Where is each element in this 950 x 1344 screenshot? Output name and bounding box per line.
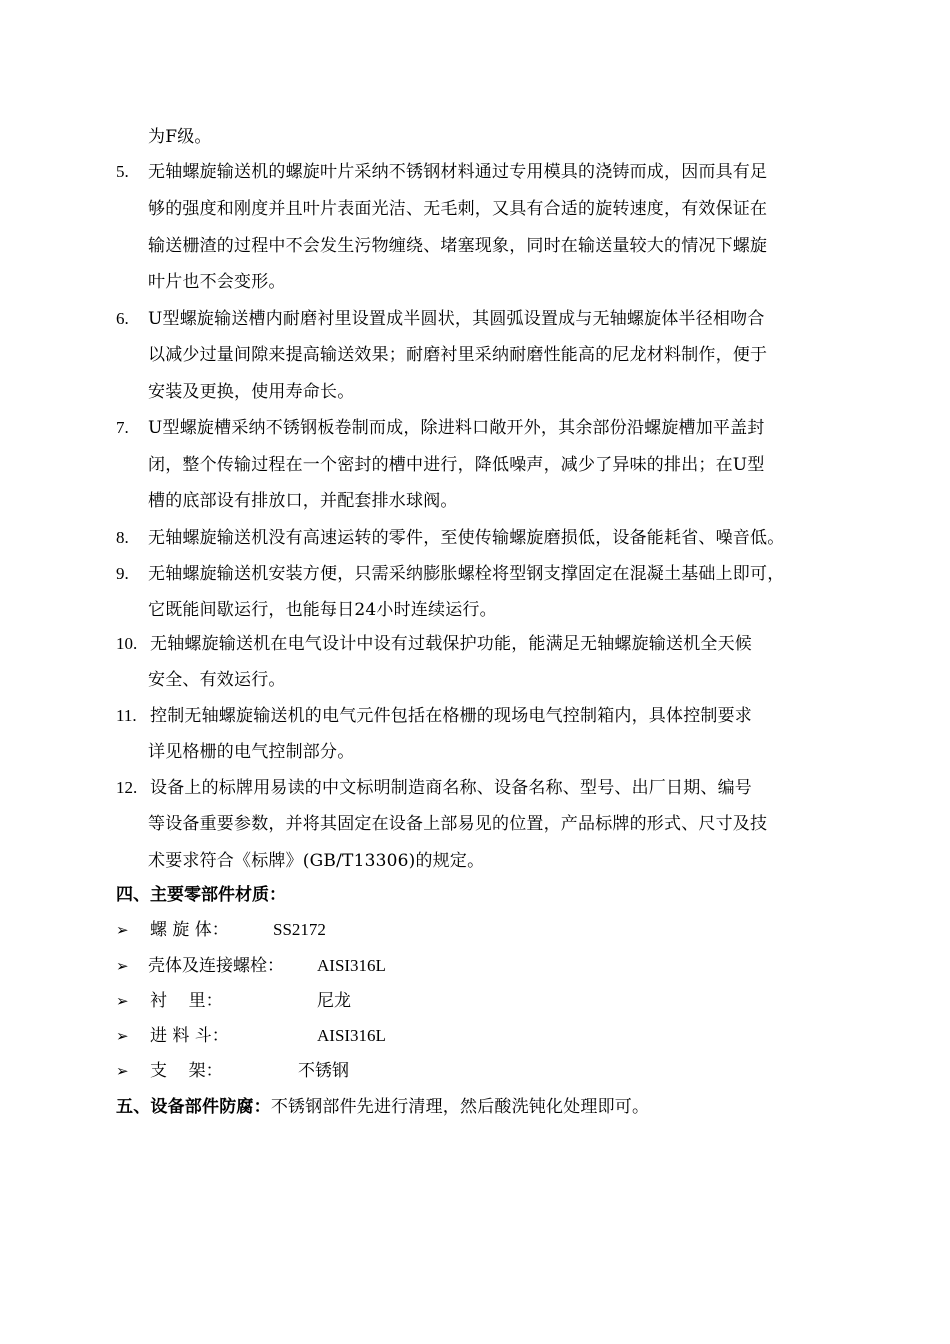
- arrow-bullet-icon: ➢: [116, 992, 129, 1010]
- material-label: 进 料 斗：: [150, 1026, 229, 1046]
- continuation-text: 为F级。: [148, 127, 212, 147]
- arrow-bullet-icon: ➢: [116, 957, 129, 975]
- section-5-paragraph: [116, 1096, 649, 1118]
- item-number: 5.: [116, 162, 129, 181]
- section-5-text: 不锈钢部件先进行清理，然后酸洗钝化处理即可。: [270, 1097, 650, 1117]
- item-line: U型螺旋槽采纳不锈钢板卷制而成，除进料口敞开外，其余部份沿螺旋槽加平盖封: [148, 418, 765, 438]
- item-line: 够的强度和刚度并且叶片表面光洁、无毛刺，又具有合适的旋转速度，有效保证在: [148, 199, 768, 219]
- item-line: 等设备重要参数，并将其固定在设备上部易见的位置，产品标牌的形式、尺寸及技: [148, 814, 768, 834]
- item-line: 详见格栅的电气控制部分。: [148, 742, 355, 762]
- material-value: 不锈钢: [298, 1061, 349, 1081]
- item-number: 6.: [116, 309, 129, 328]
- material-label: 螺 旋 体：: [150, 920, 229, 940]
- item-number: 9.: [116, 564, 129, 583]
- item-line: 槽的底部设有排放口，并配套排水球阀。: [148, 491, 458, 511]
- material-label: 衬 里：: [150, 991, 223, 1011]
- material-value: 尼龙: [317, 991, 351, 1011]
- material-value: SS2172: [273, 920, 326, 939]
- item-number: 10.: [116, 634, 138, 653]
- item-line: 无轴螺旋输送机在电气设计中设有过载保护功能，能满足无轴螺旋输送机全天候: [150, 634, 752, 654]
- item-number: 11.: [116, 706, 137, 725]
- item-line: 术要求符合《标牌》(GB/T13306)的规定。: [148, 851, 485, 871]
- arrow-bullet-icon: ➢: [116, 1027, 129, 1045]
- item-number: 7.: [116, 418, 129, 437]
- material-value: AISI316L: [317, 1026, 386, 1045]
- item-number: 12.: [116, 778, 138, 797]
- item-line: 安装及更换，使用寿命长。: [148, 382, 355, 402]
- item-line: 无轴螺旋输送机的螺旋叶片采纳不锈钢材料通过专用模具的浇铸而成，因而具有足: [148, 162, 768, 182]
- item-line: 输送栅渣的过程中不会发生污物缠绕、堵塞现象，同时在输送量较大的情况下螺旋: [148, 236, 768, 256]
- item-line: 它既能间歇运行，也能每日24小时连续运行。: [148, 600, 497, 620]
- item-line: 无轴螺旋输送机没有高速运转的零件，至使传输螺旋磨损低，设备能耗省、噪音低。: [148, 528, 785, 548]
- item-line: 控制无轴螺旋输送机的电气元件包括在格栅的现场电气控制箱内，具体控制要求: [150, 706, 752, 726]
- material-label: 壳体及连接螺栓：: [148, 956, 284, 976]
- item-number: 8.: [116, 528, 129, 547]
- material-label: 支 架：: [150, 1061, 223, 1081]
- item-line: 闭，整个传输过程在一个密封的槽中进行，降低噪声，减少了异味的排出；在U型: [148, 455, 765, 475]
- section-5-heading: 五、设备部件防腐：: [116, 1097, 271, 1117]
- item-line: 设备上的标牌用易读的中文标明制造商名称、设备名称、型号、出厂日期、编号: [150, 778, 752, 798]
- item-line: 叶片也不会变形。: [148, 272, 286, 292]
- section-4-heading: 四、主要零部件材质：: [116, 885, 286, 905]
- item-line: 无轴螺旋输送机安装方便，只需采纳膨胀螺栓将型钢支撑固定在混凝土基础上即可，: [148, 564, 785, 584]
- item-line: U型螺旋输送槽内耐磨衬里设置成半圆状，其圆弧设置成与无轴螺旋体半径相吻合: [148, 309, 765, 329]
- arrow-bullet-icon: ➢: [116, 921, 129, 939]
- item-line: 以减少过量间隙来提高输送效果；耐磨衬里采纳耐磨性能高的尼龙材料制作，便于: [148, 345, 768, 365]
- item-line: 安全、有效运行。: [148, 670, 286, 690]
- arrow-bullet-icon: ➢: [116, 1062, 129, 1080]
- material-value: AISI316L: [317, 956, 386, 975]
